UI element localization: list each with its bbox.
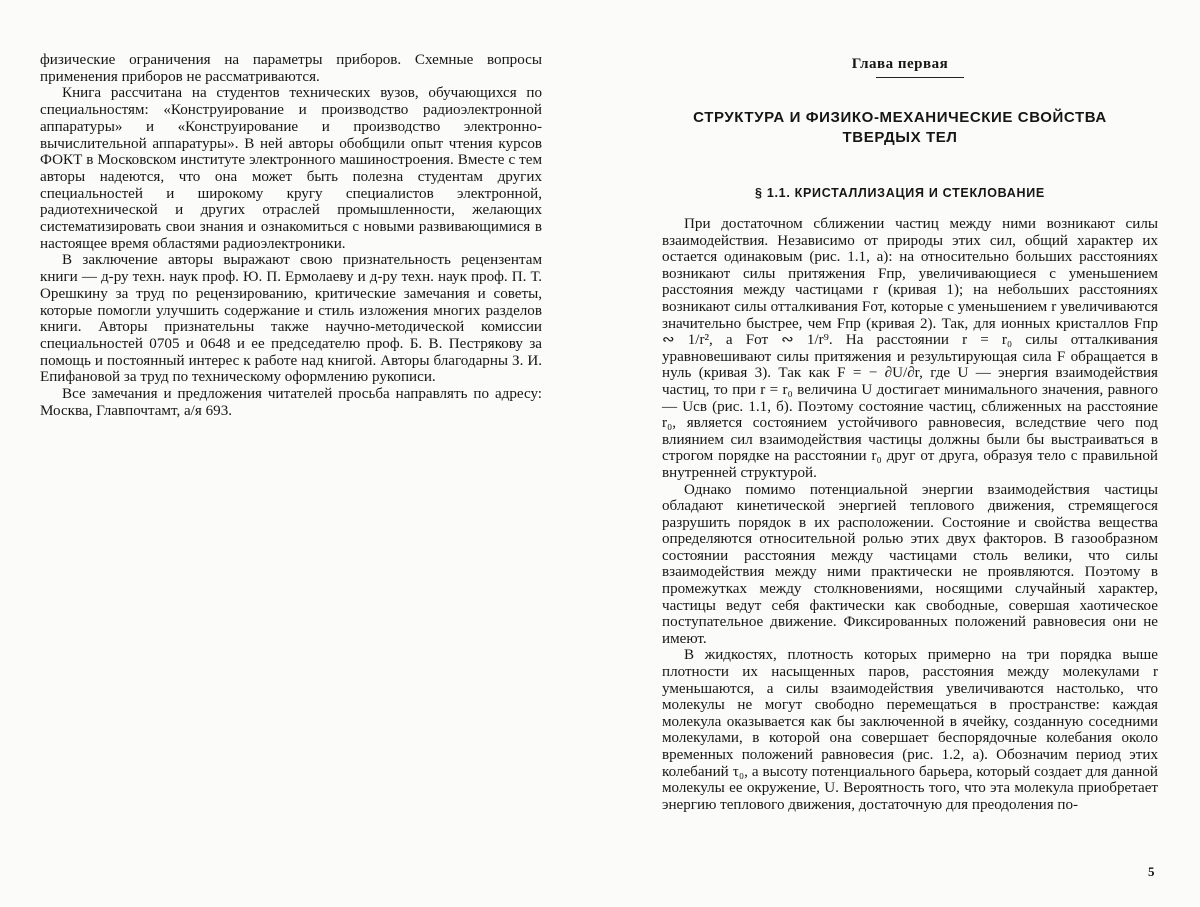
chapter-label: Глава первая [851,56,949,72]
section-title: § 1.1. КРИСТАЛЛИЗАЦИЯ И СТЕКЛОВАНИЕ [755,186,1045,200]
left-paragraph-2: Книга рассчитана на студентов технических вузов, обучающихся по специальностям: «Конструирование и производство радиоэлектронной аппаратуры» и «Конструирование и производство электронно-вычислительной аппаратуры». В ней авторы обобщили опыт чтения курсов ФОКТ в Московском институте электронного машиностроения. Вместе с тем авторы надеются, что она может быть полезна студентам других специальностей и широкому кругу специалистов электронной, радиотехнической и других отраслей промышленности, желающих систематизировать свои знания и ознакомиться с новыми развивающимися в настоящее время областями радиоэлектроники. [40,85,542,252]
right-paragraph-3: В жидкостях, плотность которых примерно на три порядка выше плотности их насыщенных паров, расстояния между молекулами r уменьшаются, а силы взаимодействия увеличиваются настолько, что молекулы не могут свободно перемещаться в пространстве: каждая молекула оказывается как бы заключенной в ячейку, созданную соседними молекулами, в которой она совершает беспорядочные колебания около временных положений равновесия (рис. 1.2, а). Обозначим период этих колебаний τ₀, а высоту потенциального барьера, который создает для данной молекулы ее окружение, U. Вероятность того, что эта молекула приобретает энергию теплового движения, достаточную для преодоления по- [662,647,1158,813]
chapter-title-line-2: ТВЕРДЫХ ТЕЛ [842,129,958,146]
chapter-divider [876,77,964,78]
left-text-column [40,52,542,419]
right-paragraph-1: При достаточном сближении частиц между ними возникают силы взаимодействия. Независимо от природы этих сил, общий характер их остается одинаковым (рис. 1.1, а): на относительно больших расстояниях возникают силы притяжения Fпр, увеличивающиеся с уменьшением расстояния между частицами r (кривая 1); на небольших расстояниях возникают силы отталкивания Fот, которые с уменьшением r увеличиваются значительно быстрее, чем Fпр (кривая 2). Так, для ионных кристаллов Fпр ∾ 1/r², а Fот ∾ 1/r⁹. На расстоянии r = r₀ силы отталкивания уравновешивают силы притяжения и результирующая сила F обращается в нуль (кривая 3). Так как F = − ∂U/∂r, где U — энергия взаимодействия частиц, то при r = r₀ величина U достигает минимального значения, равного — Uсв (рис. 1.1, б). Поэтому состояние частиц, сближенных на расстояние r₀, является состоянием устойчивого равновесия, вследствие чего под влиянием сил взаимодействия частицы должны были бы выстраиваться в строгом порядке на расстоянии r₀ друг от друга, образуя тело с правильной внутренней структурой. [662,216,1158,481]
chapter-title [600,108,1200,148]
page-number: 5 [1148,864,1155,879]
right-text-column [662,216,1158,813]
right-paragraph-2: Однако помимо потенциальной энергии взаимодействия частицы обладают кинетической энергией теплового движения, стремящегося разрушить порядок в их расположении. Состояние и свойства вещества определяются относительной ролью этих двух факторов. В газообразном состоянии расстояния между частицами столь велики, что силы взаимодействия между ними практически не проявляются. Поэтому в промежутках между столкновениями, носящими случайный характер, частицы ведут себя фактически как свободные, совершая хаотическое поступательное движение. Фиксированных положений равновесия они не имеют. [662,481,1158,647]
right-page [600,0,1200,907]
left-paragraph-4: Все замечания и предложения читателей просьба направлять по адресу: Москва, Главпочтамт, а/я 693. [40,386,542,419]
chapter-title-line-1: СТРУКТУРА И ФИЗИКО-МЕХАНИЧЕСКИЕ СВОЙСТВА [693,109,1107,126]
left-paragraph-1: физические ограничения на параметры приборов. Схемные вопросы применения приборов не рассматриваются. [40,52,542,85]
left-paragraph-3: В заключение авторы выражают свою признательность рецензентам книги — д-ру техн. наук проф. Ю. П. Ермолаеву и д-ру техн. наук проф. П. Т. Орешкину за труд по рецензированию, критические замечания и советы, которые помогли улучшить содержание и стиль изложения многих разделов книги. Авторы признательны также научно-методической комиссии специальностей 0705 и 0648 и ее председателю проф. Б. В. Пестрякову за помощь и постоянный интерес к работе над книгой. Авторы благодарны З. И. Епифановой за труд по техническому оформлению рукописи. [40,252,542,386]
